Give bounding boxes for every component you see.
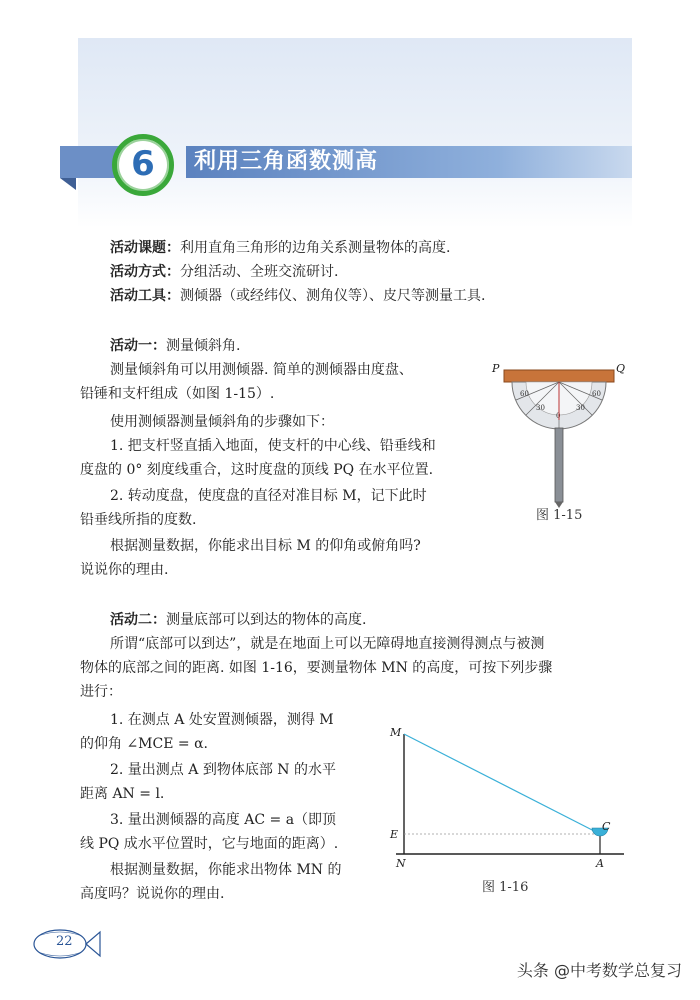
activity2-line: 物体的底部之间的距离. 如图 1-16，要测量物体 MN 的高度，可按下列步骤 xyxy=(80,660,553,676)
header-band xyxy=(78,38,632,228)
activity2-line: 的仰角 ∠MCE = α. xyxy=(80,736,208,752)
activity2-line: 线 PQ 成水平位置时，它与地面的距离）. xyxy=(80,836,339,852)
label-m: M xyxy=(390,726,402,739)
svg-text:60: 60 xyxy=(520,390,529,398)
svg-text:0: 0 xyxy=(556,412,561,420)
activity2-line: 高度吗？说说你的理由. xyxy=(80,886,225,902)
intro-method: 活动方式：分组活动、全班交流研讨. xyxy=(110,264,339,280)
activity2-heading: 活动二：测量底部可以到达的物体的高度. xyxy=(110,612,367,628)
label-n: N xyxy=(396,857,406,870)
activity1-line: 1. 把支杆竖直插入地面，使支杆的中心线、铅垂线和 xyxy=(110,438,436,454)
label-e: E xyxy=(390,828,399,841)
label-q: Q xyxy=(616,362,626,375)
sight-line-cm xyxy=(404,734,600,834)
activity2-line: 根据测量数据，你能求出物体 MN 的 xyxy=(110,862,342,878)
label-p: P xyxy=(492,362,500,375)
activity1-line: 铅锤和支杆组成（如图 1-15）. xyxy=(80,386,275,402)
page-number: 22 xyxy=(56,934,73,949)
inclinometer-figure xyxy=(490,358,630,508)
intro-topic: 活动课题：利用直角三角形的边角关系测量物体的高度. xyxy=(110,240,451,256)
activity2-line: 3. 量出测倾器的高度 AC = a（即顶 xyxy=(110,812,337,828)
activity1-line: 2. 转动度盘，使度盘的直径对准目标 M，记下此时 xyxy=(110,488,427,504)
activity2-line: 所谓“底部可以到达”，就是在地面上可以无障碍地直接测得测点与被测 xyxy=(110,636,545,652)
activity1-line: 使用测倾器测量倾斜角的步骤如下： xyxy=(110,414,334,430)
activity2-line: 2. 量出测点 A 到物体底部 N 的水平 xyxy=(110,762,336,778)
intro-tools: 活动工具：测倾器（或经纬仪、测角仪等）、皮尺等测量工具. xyxy=(110,288,486,304)
svg-text:60: 60 xyxy=(592,390,601,398)
figure-caption-1-15: 图 1-15 xyxy=(536,508,583,523)
activity1-line: 铅垂线所指的度数. xyxy=(80,512,197,528)
svg-text:30: 30 xyxy=(536,404,545,412)
measurement-figure xyxy=(384,722,634,872)
activity1-line: 根据测量数据，你能求出目标 M 的仰角或俯角吗? xyxy=(110,538,421,554)
figure-caption-1-16: 图 1-16 xyxy=(482,880,529,895)
page-title: 利用三角函数测高 xyxy=(194,149,379,174)
section-number: 6 xyxy=(131,144,155,184)
activity1-line: 度盘的 0° 刻度线重合，这时度盘的顶线 PQ 在水平位置. xyxy=(80,462,434,478)
activity1-line: 说说你的理由. xyxy=(80,562,169,578)
page-number-decoration xyxy=(22,924,102,964)
label-a: A xyxy=(596,857,604,870)
svg-text:30: 30 xyxy=(576,404,585,412)
activity1-heading: 活动一：测量倾斜角. xyxy=(110,338,241,354)
section-number-badge xyxy=(112,134,174,196)
activity2-line: 距离 AN = l. xyxy=(80,786,165,802)
activity1-line: 测量倾斜角可以用测倾器. 简单的测倾器由度盘、 xyxy=(110,362,413,378)
activity2-line: 1. 在测点 A 处安置测倾器，测得 M xyxy=(110,712,334,728)
watermark: 头条 @中考数学总复习 xyxy=(516,961,682,980)
activity2-line: 进行： xyxy=(80,684,122,700)
label-c: C xyxy=(602,820,611,833)
